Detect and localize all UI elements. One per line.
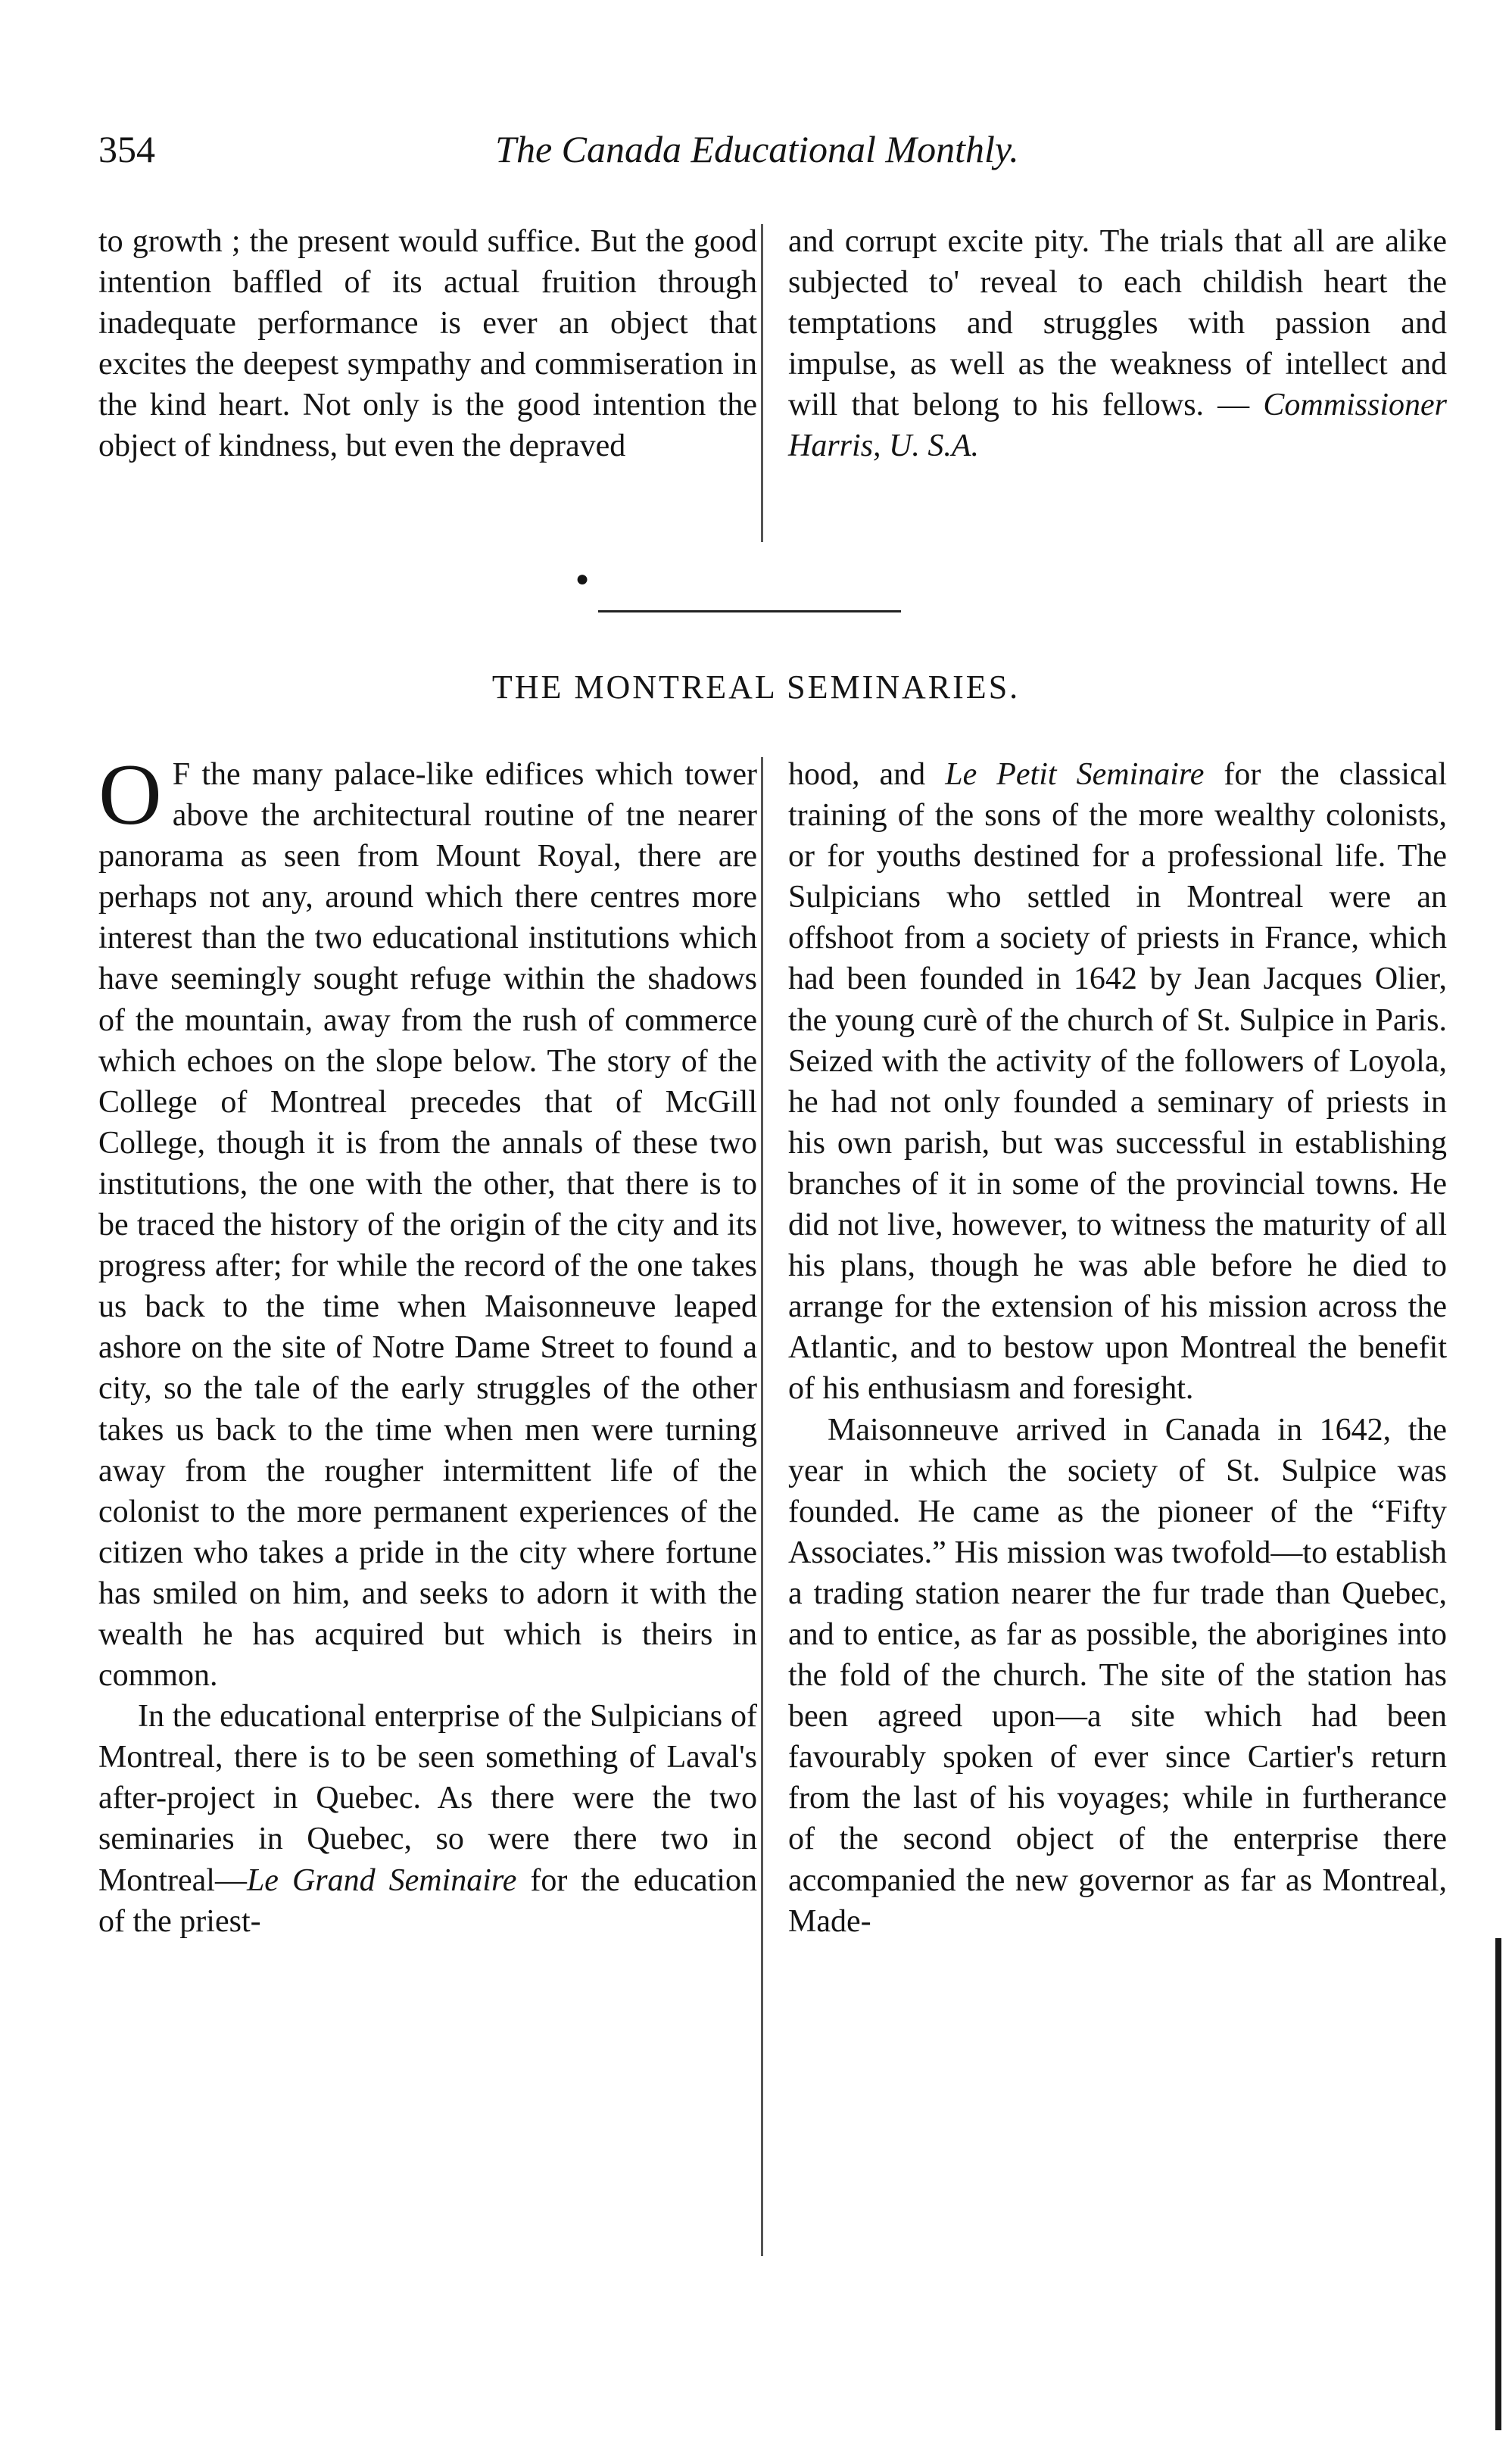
top-left-column bbox=[98, 221, 757, 467]
section-rule bbox=[598, 610, 901, 612]
ornament-dot: ● bbox=[575, 566, 590, 591]
article-title: THE MONTREAL SEMINARIES. bbox=[491, 669, 1021, 706]
paragraph-1-text: F the many palace-like edifices which tower above the architectural routine of tne nearer panorama as seen from Mount Royal, there are perhaps not any, around which there centres more interest than the two educational institutions which have seemingly sought refuge within the shadows of the mountain, away from the rush of commerce which echoes on the slope below. The story of the College of Montreal precedes that of McGill College, though it is from the annals of these two institutions, the one with the other, that there is to be traced the history of the origin of the city and its progress after; for while the record of the one takes us back to the time when Maisonneuve leaped ashore on the site of Notre Dame Street to found a city, so the tale of the early struggles of the other takes us back to the time when men were turning away from the rougher intermittent life of the colonist to the more permanent experiences of the citizen who takes a pride in the city where fortune has smiled on him, and seeks to adorn it with the wealth he has acquired but which is theirs in common. bbox=[98, 757, 757, 1694]
top-right-column bbox=[788, 221, 1447, 467]
paragraph-2-italic: Le Grand Seminaire bbox=[246, 1862, 517, 1898]
article-paragraph-3 bbox=[788, 754, 1447, 1410]
article-paragraph-2 bbox=[98, 1696, 757, 1942]
top-right-text bbox=[788, 221, 1447, 467]
top-left-text: to growth ; the present would suffice. But the good intention baffled of its actual fruition through inadequate performance is ever an object that excites the deepest sympathy and commiseration in the kind heart. Not only is the good intention the object of kindness, but even the depraved bbox=[98, 224, 757, 464]
page-header bbox=[98, 127, 1416, 188]
article-paragraph-4: Maisonneuve arrived in Canada in 1642, the year in which the society of St. Sulpice was founded. He came as the pioneer of the “Fifty Associates.” His mission was twofold—to establish a trading station nearer the fur trade than Quebec, and to entice, as far as possible, the aborigines into the fold of the church. The site of the station has been agreed upon—a site which had been favourably spoken of ever since Cartier's return from the last of his voyages; while in furtherance of the second object of the enterprise there accompanied the new governor as far as Montreal, Made- bbox=[788, 1412, 1447, 1939]
column-divider-article bbox=[761, 757, 763, 2256]
column-divider-top bbox=[761, 224, 763, 542]
attribution: Commissioner Harris, U. S.A. bbox=[788, 388, 1448, 464]
top-right-body: and corrupt excite pity. The trials that all are alike subjected to' reveal to each childish heart the temptations and struggles with passion and impulse, as well as the weakness of intellect and will that belong to his fellows. — bbox=[788, 224, 1447, 423]
paragraph-3-italic: Le Petit Seminaire bbox=[945, 757, 1205, 792]
paragraph-3-text-b: for the classical training of the sons of the more wealthy colonists, or for youths destined for a professional life. The Sulpicians who settled in Montreal were an offshoot from a society of priests in France, which had been founded in 1642 by Jean Jacques Olier, the young curè of the church of St. Sulpice in Paris. Seized with the activity of the followers of Loyola, he had not only founded a seminary of priests in his own parish, but was successful in establishing branches of it in some of the provincial towns. He did not live, however, to witness the maturity of all his plans, though he was able before he died to arrange for the extension of his mission across the Atlantic, and to bestow upon Montreal the benefit of his enthusiasm and foresight. bbox=[788, 757, 1447, 1407]
paragraph-2-text-a: In the educational enterprise of the Sulpicians of Montreal, there is to be seen something of Laval's after-project in Quebec. As there were the two seminaries in Quebec, so were there two in Montreal— bbox=[98, 1699, 757, 1898]
article-right-column bbox=[788, 754, 1447, 1942]
page-number: 354 bbox=[98, 128, 155, 170]
paragraph-3-text-a: hood, and bbox=[788, 757, 946, 792]
article-left-column bbox=[98, 746, 757, 1942]
paragraph-2-text-b: for the education of the priest- bbox=[98, 1862, 757, 1939]
running-title: The Canada Educational Monthly. bbox=[495, 128, 1019, 170]
scan-edge-shadow bbox=[1495, 1938, 1501, 2430]
article-paragraph-1 bbox=[98, 746, 757, 1696]
drop-cap: O bbox=[98, 746, 162, 843]
